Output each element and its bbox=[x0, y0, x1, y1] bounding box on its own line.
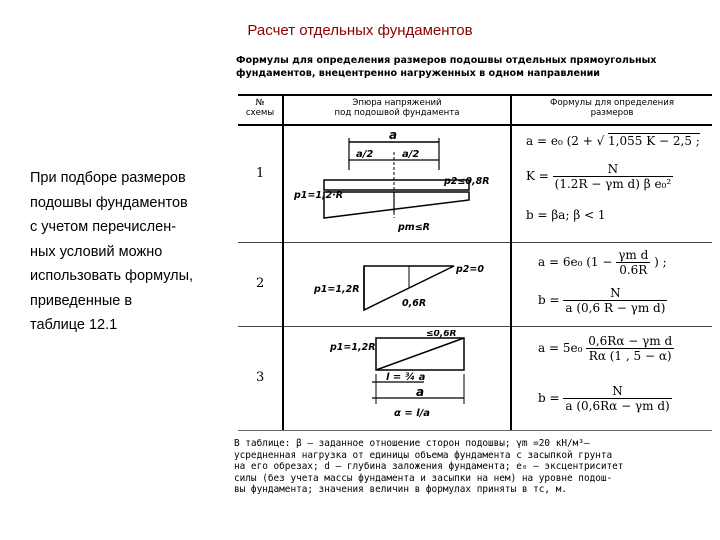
caption-line: Формулы для определения размеров подошвы отдельных прямоугольных bbox=[236, 55, 657, 66]
table-caption bbox=[236, 54, 714, 80]
body-line: При подборе размеров bbox=[30, 170, 186, 186]
table-frame bbox=[238, 94, 712, 484]
header-col3-line: размеров bbox=[590, 108, 634, 118]
stress-diagram-1 bbox=[294, 130, 504, 240]
denominator: (1.2R − γm d) β e₀² bbox=[554, 177, 672, 191]
label-p1: p1=1,2R bbox=[314, 284, 360, 295]
numerator: N bbox=[563, 384, 671, 399]
formula-text: b = βa; β < 1 bbox=[526, 208, 606, 222]
note-line: силы (без учета массы фундамента и засыпки на нем) на уровне подош- bbox=[234, 472, 613, 484]
numerator: N bbox=[563, 286, 667, 301]
numerator: γm d bbox=[618, 248, 649, 262]
fraction bbox=[586, 334, 674, 363]
denominator: 0.6R bbox=[619, 263, 648, 277]
denominator: a (0,6Rα − γm d) bbox=[565, 399, 670, 413]
row1-bottom-rule bbox=[238, 242, 712, 243]
label-mid: 0,6R bbox=[402, 298, 427, 309]
col2-rule bbox=[510, 94, 512, 430]
caption-line: фундаментов, внецентренно нагруженных в одном направлении bbox=[236, 68, 601, 79]
header-col1 bbox=[238, 98, 282, 118]
label-p2: p2=0 bbox=[456, 264, 484, 275]
formula-3-2 bbox=[538, 384, 672, 413]
fraction bbox=[553, 162, 674, 191]
row-number: 2 bbox=[256, 276, 265, 291]
denominator: a (0,6 R − γm d) bbox=[565, 301, 666, 315]
label-pm: pm≤R bbox=[398, 222, 430, 233]
fraction bbox=[616, 248, 650, 277]
body-line: с учетом перечислен- bbox=[30, 219, 177, 235]
label-alpha: α = l/a bbox=[394, 408, 431, 419]
table-notes bbox=[234, 438, 714, 496]
slide-title: Расчет отдельных фундаментов bbox=[247, 22, 473, 39]
header-col3-line: Формулы для определения bbox=[549, 98, 675, 108]
fraction bbox=[563, 384, 671, 413]
body-line: ных условий можно bbox=[30, 243, 163, 260]
header-col1-line: № bbox=[255, 98, 265, 108]
header-col2 bbox=[284, 98, 510, 118]
formula-text: 1,055 K − 2,5 ; bbox=[608, 134, 700, 148]
row-number: 1 bbox=[256, 166, 265, 181]
formula-1-3 bbox=[526, 208, 606, 222]
header-bottom-rule bbox=[238, 124, 712, 126]
label-a-half-right: a/2 bbox=[402, 149, 420, 160]
stress-diagram-2 bbox=[294, 248, 504, 324]
body-line: приведенные в bbox=[30, 292, 133, 309]
label-a-half-left: a/2 bbox=[356, 149, 374, 160]
numerator: N bbox=[553, 162, 674, 177]
slide-body-text bbox=[30, 166, 240, 338]
fraction bbox=[563, 286, 667, 315]
formula-text: a = 5e₀ bbox=[538, 341, 583, 355]
formula-text: ) ; bbox=[654, 255, 667, 269]
formula-2-1 bbox=[538, 248, 667, 277]
formula-text: (1 − bbox=[586, 255, 613, 269]
stress-diagram-3 bbox=[294, 330, 504, 430]
label-top: ≤0,6R bbox=[426, 330, 457, 339]
formula-text: b = bbox=[538, 293, 560, 307]
note-line: В таблице: β — заданное отношение сторон подошвы; γm =20 кН/м³— bbox=[234, 438, 590, 449]
label-p1: p1=1,2R bbox=[330, 342, 376, 353]
header-col2-line: Эпюра напряжений bbox=[352, 98, 442, 108]
table-top-rule bbox=[238, 94, 712, 96]
formula-text: a = 6e₀ bbox=[538, 255, 583, 269]
label-p2: p2≤0,8R bbox=[444, 176, 490, 187]
note-line: на его обрезах; d — глубина заложения фундамента; e₀ — эксцентриситет bbox=[234, 461, 624, 473]
denominator: Rα (1 , 5 − α) bbox=[588, 349, 672, 363]
header-col2-line: под подошвой фундамента bbox=[334, 108, 460, 118]
note-line: усредненная нагрузка от единицы объема фундамента с засыпкой грунта bbox=[234, 449, 613, 461]
formula-1-2 bbox=[526, 162, 673, 191]
header-col3 bbox=[512, 98, 712, 118]
label-l: l = ¾ a bbox=[386, 372, 426, 383]
body-line: подошвы фундаментов bbox=[30, 194, 188, 211]
numerator: 0,6Rα − γm d bbox=[588, 334, 673, 348]
scanned-table-image bbox=[232, 52, 716, 522]
note-line: вы фундамента; значения величин в формулах приняты в тс, м. bbox=[234, 484, 568, 496]
formula-2-2 bbox=[538, 286, 667, 315]
formula-text: K = bbox=[526, 169, 549, 183]
label-a: a bbox=[389, 130, 398, 142]
label-p1: p1=1,2·R bbox=[294, 190, 344, 201]
formula-text: b = bbox=[538, 391, 560, 405]
formula-1-1 bbox=[526, 134, 700, 148]
col1-rule bbox=[282, 94, 284, 430]
table-bottom-rule bbox=[238, 430, 712, 431]
row2-bottom-rule bbox=[238, 326, 712, 327]
body-line: таблице 12.1 bbox=[30, 317, 118, 333]
row-number: 3 bbox=[256, 370, 265, 385]
formula-3-1 bbox=[538, 334, 674, 363]
header-col1-line: схемы bbox=[245, 108, 275, 118]
formula-text: a = e₀ (2 + √ bbox=[526, 134, 605, 148]
body-line: использовать формулы, bbox=[30, 268, 194, 284]
label-a: a bbox=[416, 385, 425, 399]
